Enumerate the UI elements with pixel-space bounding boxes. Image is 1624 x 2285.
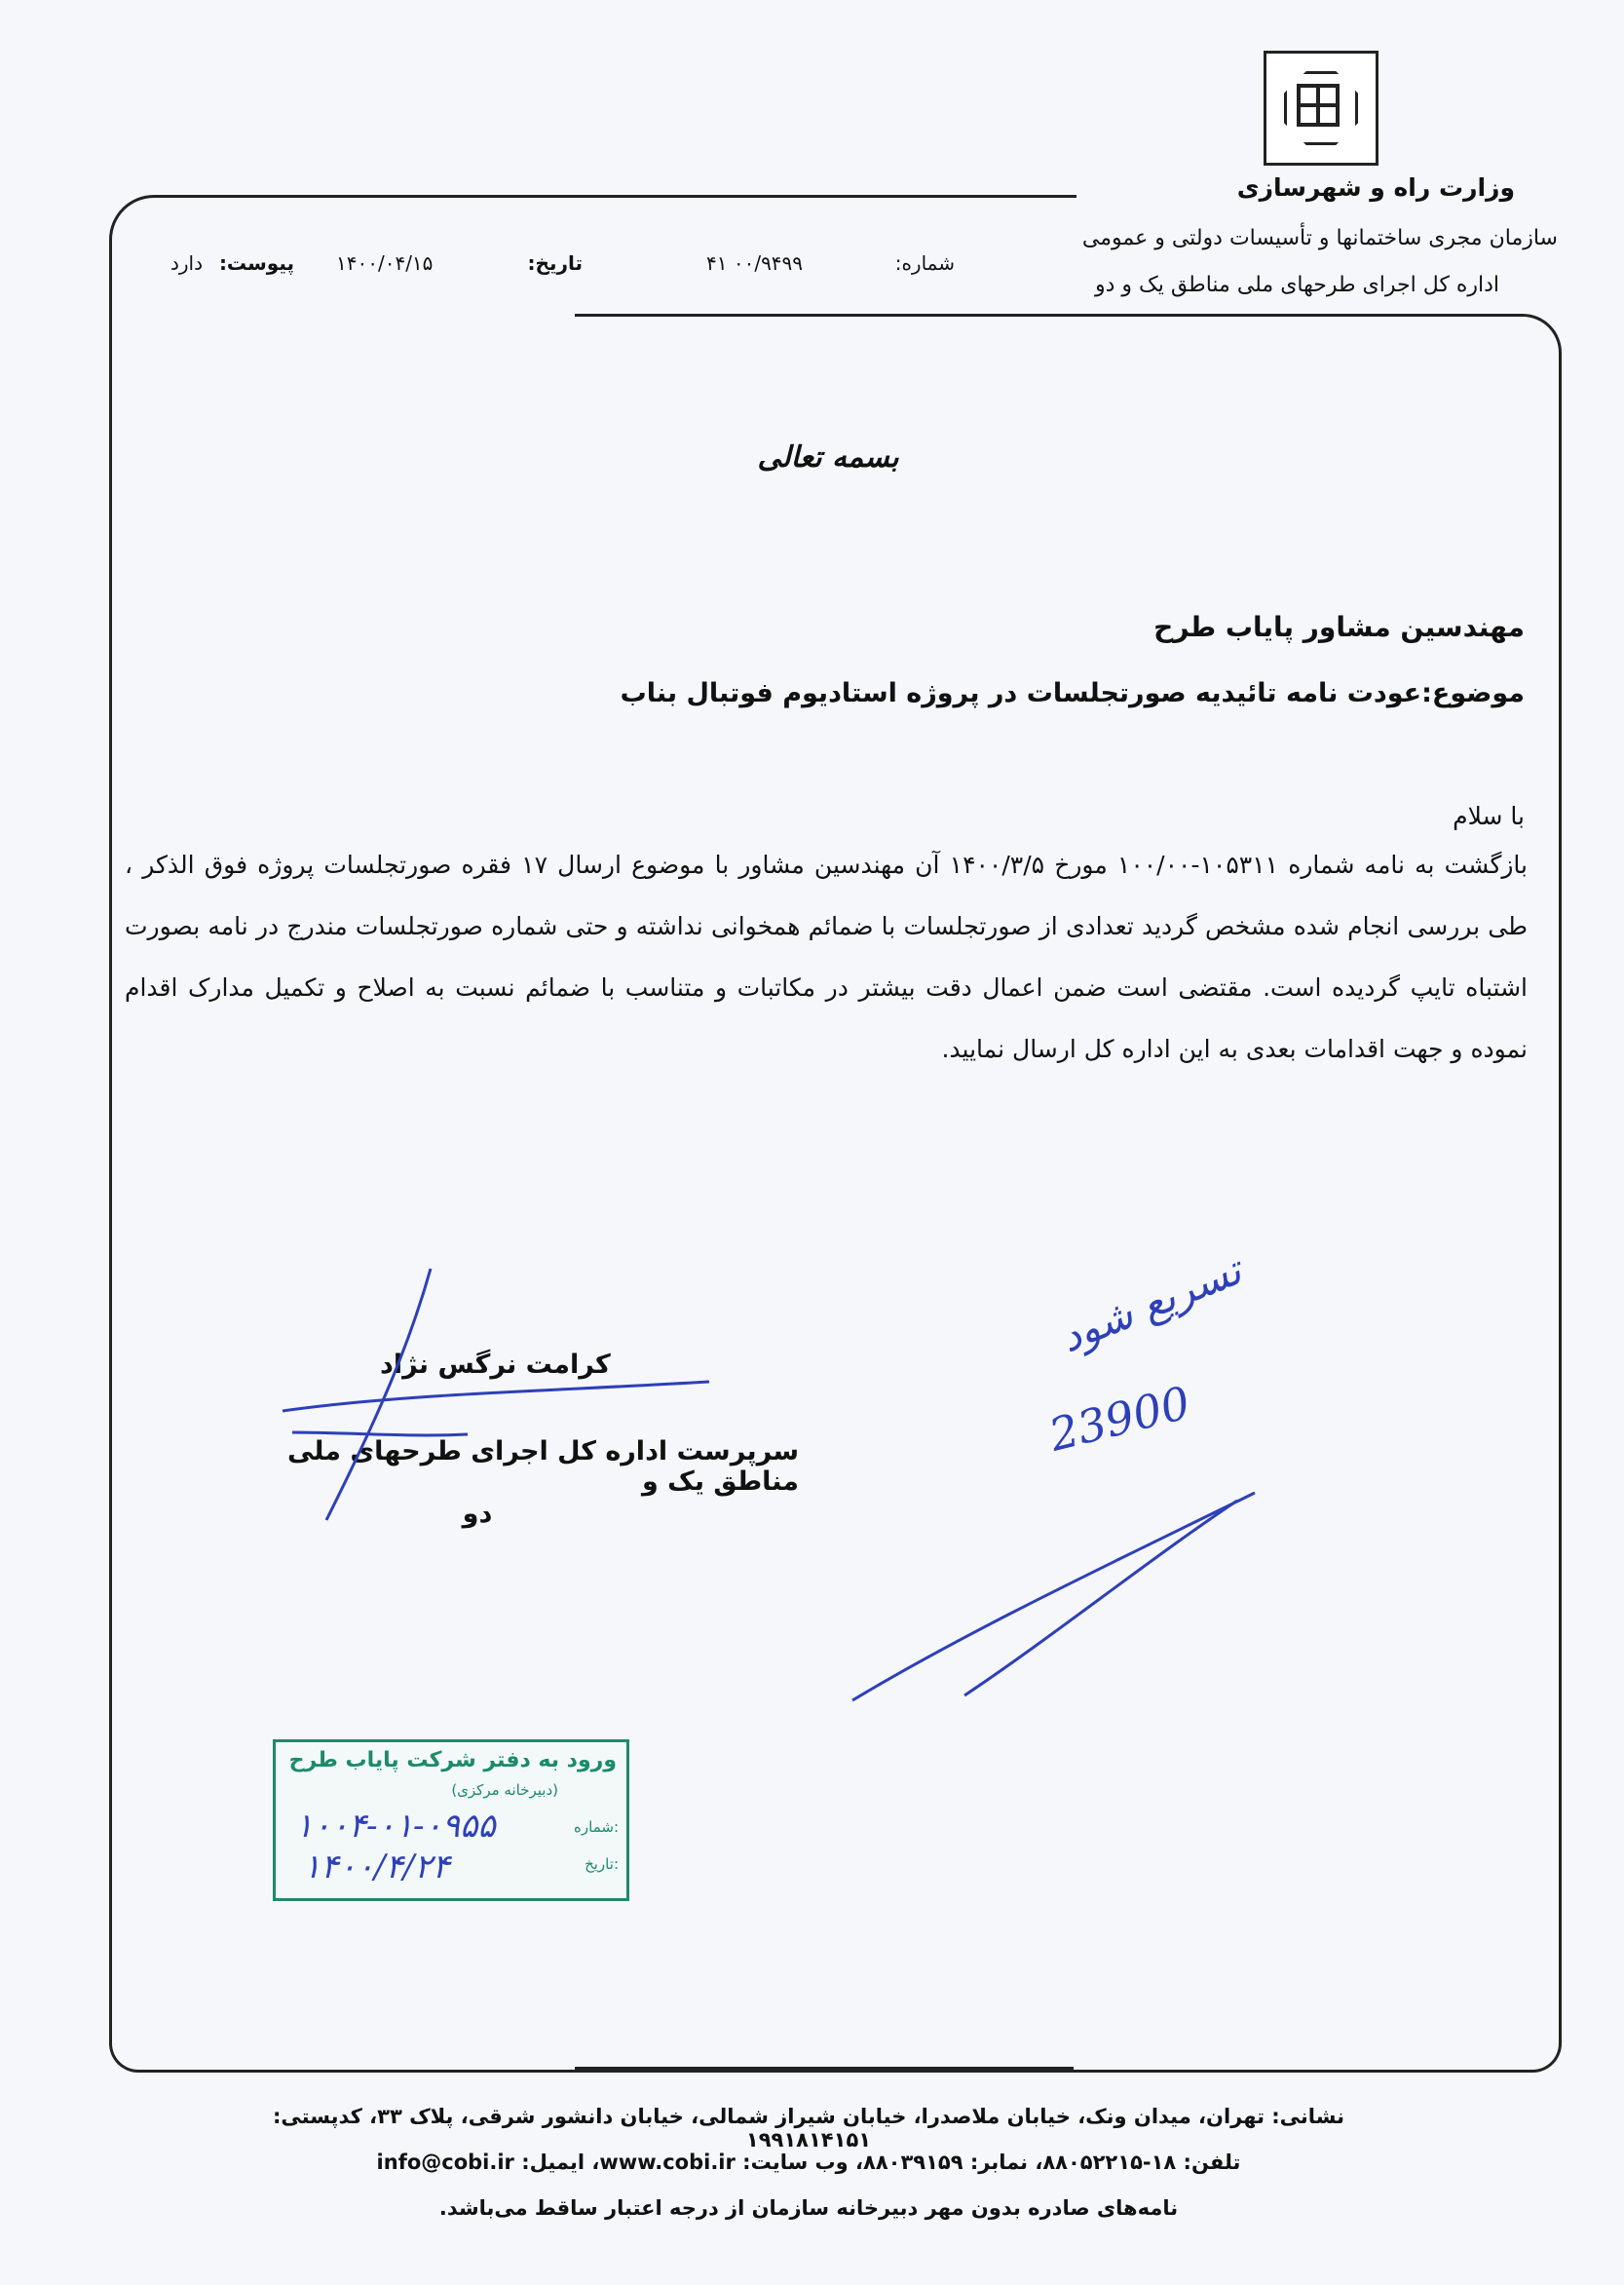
footer-address: نشانی: تهران، میدان ونک، خیابان ملاصدرا، خیابان شیراز شمالی، خیابان دانشور شرقی، پلاک ۳۳، کدپستی: ۱۹۹۱۸۱۴۱۵۱	[273, 2105, 1344, 2152]
signature-stroke-loop	[292, 1432, 468, 1435]
handwritten-number: 23900	[1043, 1376, 1195, 1462]
letter-body: بازگشت به نامه شماره ۱۰۵۳۱۱-۱۰۰/۰۰ مورخ ۱۴۰۰/۳/۵ آن مهندسین مشاور با موضوع ارسال ۱۷ فقره صورتجلسات پروژه فوق الذکر ، طی بررسی انجام شده مشخص گردید تعدادی از صورتجلسات با ضمائم همخوانی نداشته و حتی شماره صورتجلسات مندرج در نامه بصورت اشتباه تایپ گردیده است. مقتضی است ضمن اعمال دقت بیشتر در مکاتبات و متناسب با ضمائم نسبت به اصلاح و تکمیل مدارک اقدام نموده و جهت اقدامات بعدی به این اداره کل ارسال نمایید.	[125, 851, 1528, 1063]
stamp-date-value: ۱۴۰۰/۴/۲۴	[303, 1847, 450, 1886]
stamp-date-label: تاریخ:	[585, 1855, 619, 1873]
date-value: ۱۴۰۰/۰۴/۱۵	[336, 251, 434, 275]
stamp-title: ورود به دفتر شرکت پایاب طرح	[288, 1748, 617, 1772]
invocation: بسمه تعالی	[757, 440, 899, 475]
referral-line-2	[964, 1501, 1237, 1695]
receipt-stamp	[273, 1739, 629, 1901]
footer-contact: تلفن: ۱۸-۸۸۰۵۲۲۱۵، نمابر: ۸۸۰۳۹۱۵۹، وب سایت: www.cobi.ir، ایمیل: info@cobi.ir	[376, 2151, 1241, 2174]
signature-stroke-horizontal	[283, 1382, 709, 1411]
ministry-name: وزارت راه و شهرسازی	[1236, 173, 1515, 202]
signature-stroke-vertical	[326, 1269, 431, 1520]
subject: موضوع:عودت نامه تائیدیه صورتجلسات در پروژه استادیوم فوتبال بناب	[620, 678, 1525, 708]
department-name: اداره کل اجرای طرحهای ملی مناطق یک و دو	[1095, 273, 1499, 297]
stamp-number-label: شماره:	[574, 1818, 619, 1836]
signatory-title: سرپرست اداره کل اجرای طرحهای ملی مناطق یک و	[286, 1436, 799, 1497]
organization-name: سازمان مجری ساختمانها و تأسیسات دولتی و عمومی	[1081, 226, 1558, 250]
referral-line-1	[852, 1493, 1255, 1700]
footer-disclaimer: نامه‌های صادره بدون مهر دبیرخانه سازمان از درجه اعتبار ساقط می‌باشد.	[438, 2196, 1179, 2220]
recipient: مهندسین مشاور پایاب طرح	[1153, 611, 1525, 643]
handwritten-note: تسریع شود	[1053, 1245, 1248, 1362]
number-label: شماره:	[894, 251, 955, 275]
stamp-subtitle: (دبیرخانه مرکزی)	[451, 1781, 558, 1799]
signatory-name: کرامت نرگس نژاد	[380, 1350, 611, 1380]
number-value: ۴۱ ۰۰/۹۴۹۹	[706, 251, 804, 275]
signatory-title-cont: دو	[462, 1499, 493, 1529]
attachment-value: دارد	[170, 251, 203, 275]
attachment-label: پیوست:	[218, 251, 294, 275]
greeting: با سلام	[1453, 802, 1525, 830]
stamp-number-value: ۱۰۰۴-۰۱-۰۹۵۵	[295, 1807, 496, 1846]
date-label: تاریخ:	[527, 251, 583, 275]
